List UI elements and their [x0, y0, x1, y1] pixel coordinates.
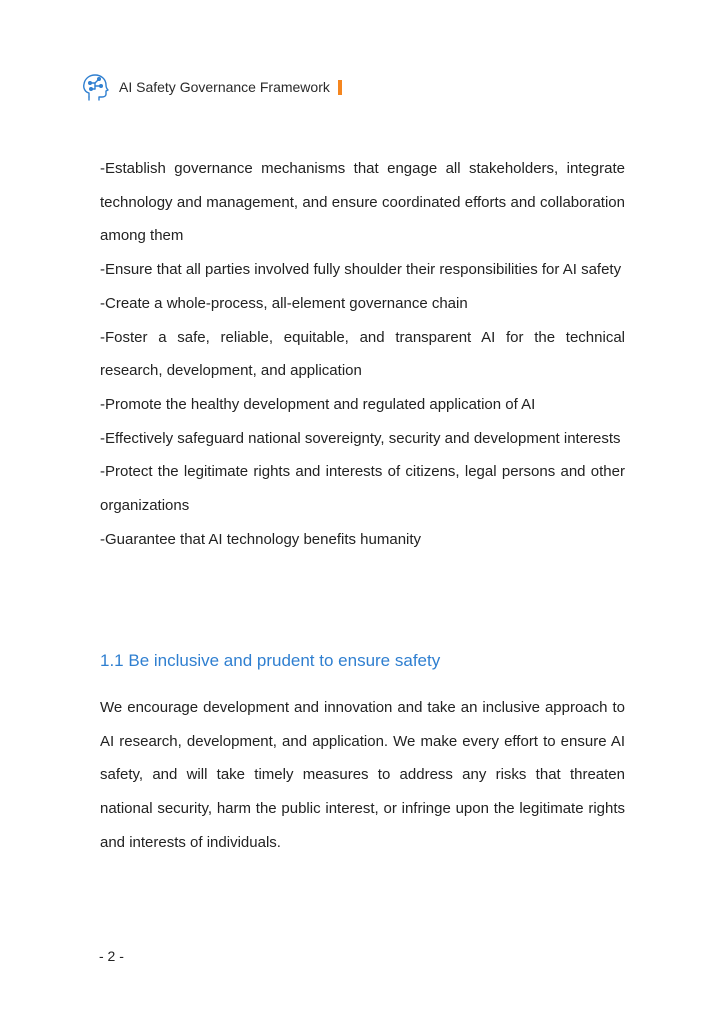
list-item: -Create a whole-process, all-element governance chain: [100, 294, 468, 312]
list-item: -Foster a safe, reliable, equitable, and transparent AI for the technical research, development, and application: [100, 328, 625, 380]
page-number: - 2 -: [99, 948, 124, 964]
list-item: -Guarantee that AI technology benefits humanity: [100, 530, 422, 548]
list-item: -Establish governance mechanisms that engage all stakeholders, integrate technology and management, and ensure coordinated efforts and collaboration among them: [100, 160, 625, 245]
list-item: -Effectively safeguard national sovereignty, security and development interests: [100, 429, 621, 447]
list-item: -Protect the legitimate rights and interests of citizens, legal persons and other organizations: [100, 463, 625, 515]
section-paragraph: We encourage development and innovation and take an inclusive approach to AI research, development, and application. We make every effort to ensure AI safety, and will take timely measures to address any risks that threaten national security, harm the public interest, or infringe upon the legitimate rights and interests of individuals.: [100, 699, 625, 851]
document-title: AI Safety Governance Framework: [119, 79, 330, 95]
list-item: -Ensure that all parties involved fully shoulder their responsibilities for AI safety: [100, 261, 622, 279]
accent-bar: [338, 80, 342, 95]
page-header: [79, 70, 342, 104]
ai-circuit-head-icon: [79, 71, 111, 103]
section-heading: 1.1 Be inclusive and prudent to ensure safety: [100, 651, 441, 670]
bullet-list: [100, 152, 625, 556]
list-item: -Promote the healthy development and regulated application of AI: [100, 395, 536, 413]
